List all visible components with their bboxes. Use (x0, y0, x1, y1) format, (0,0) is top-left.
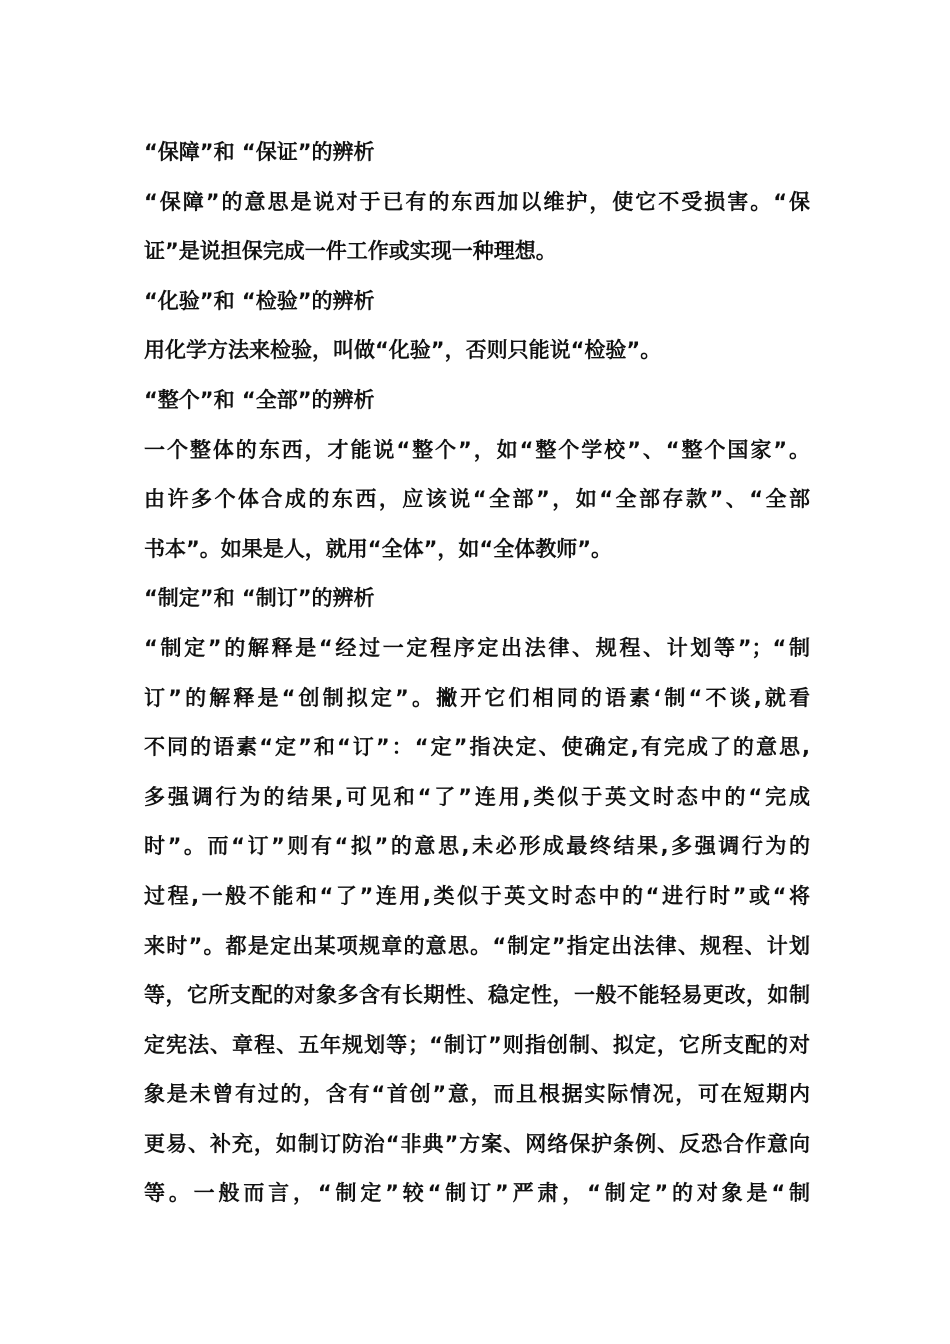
paragraph-line: 更易、补充，如制订防治“非典”方案、网络保护条例、反恐合作意向 (144, 1131, 810, 1156)
section-heading: “化验”和 “检验”的辨析 (144, 288, 375, 313)
section-zhiding-zhiding (144, 574, 810, 1219)
paragraph-line: 等，它所支配的对象多含有长期性、稳定性，一般不能轻易更改，如制 (144, 983, 810, 1008)
document-page (144, 128, 810, 1219)
paragraph-line: 来时”。都是定出某项规章的意思。“制定”指定出法律、规程、计划 (144, 933, 810, 958)
section-zhengge-quanbu (144, 376, 810, 574)
paragraph-line: 书本”。如果是人，就用“全体”，如“全体教师”。 (144, 536, 613, 561)
section-heading: “整个”和 “全部”的辨析 (144, 387, 375, 412)
section-huayan-jianyan (144, 277, 810, 376)
paragraph-line: 用化学方法来检验，叫做“化验”，否则只能说“检验”。 (144, 338, 662, 363)
paragraph-line: 象是未曾有过的，含有“首创”意，而且根据实际情况，可在短期内 (144, 1082, 810, 1107)
paragraph-line: 证”是说担保完成一件工作或实现一种理想。 (144, 239, 557, 264)
paragraph-line: 过程,一般不能和“了”连用,类似于英文时态中的“进行时”或“将 (144, 883, 810, 908)
paragraph-line: 等。一般而言，“制定”较“制订”严肃，“制定”的对象是“制 (144, 1181, 810, 1206)
paragraph-line: 一个整体的东西，才能说“整个”，如“整个学校”、“整个国家”。 (144, 437, 810, 462)
paragraph-line: 时”。而“订”则有“拟”的意思,未必形成最终结果,多强调行为的 (144, 834, 810, 859)
paragraph-line: “制定”的解释是“经过一定程序定出法律、规程、计划等”；“制 (144, 635, 810, 660)
paragraph-line: 定宪法、章程、五年规划等；“制订”则指创制、拟定，它所支配的对 (144, 1032, 810, 1057)
paragraph-line: “保障”的意思是说对于已有的东西加以维护，使它不受损害。“保 (144, 189, 810, 214)
paragraph-line: 由许多个体合成的东西，应该说“全部”，如“全部存款”、“全部 (144, 487, 810, 512)
paragraph-line: 订”的解释是“创制拟定”。撇开它们相同的语素‘制“不谈,就看 (144, 685, 810, 710)
paragraph-line: 不同的语素“定”和“订”：“定”指决定、使确定,有完成了的意思, (144, 735, 810, 760)
paragraph-line: 多强调行为的结果,可见和“了”连用,类似于英文时态中的“完成 (144, 784, 810, 809)
section-baozhang-baozheng (144, 128, 810, 277)
section-heading: “制定”和 “制订”的辨析 (144, 586, 375, 611)
section-heading: “保障”和 “保证”的辨析 (144, 140, 375, 164)
